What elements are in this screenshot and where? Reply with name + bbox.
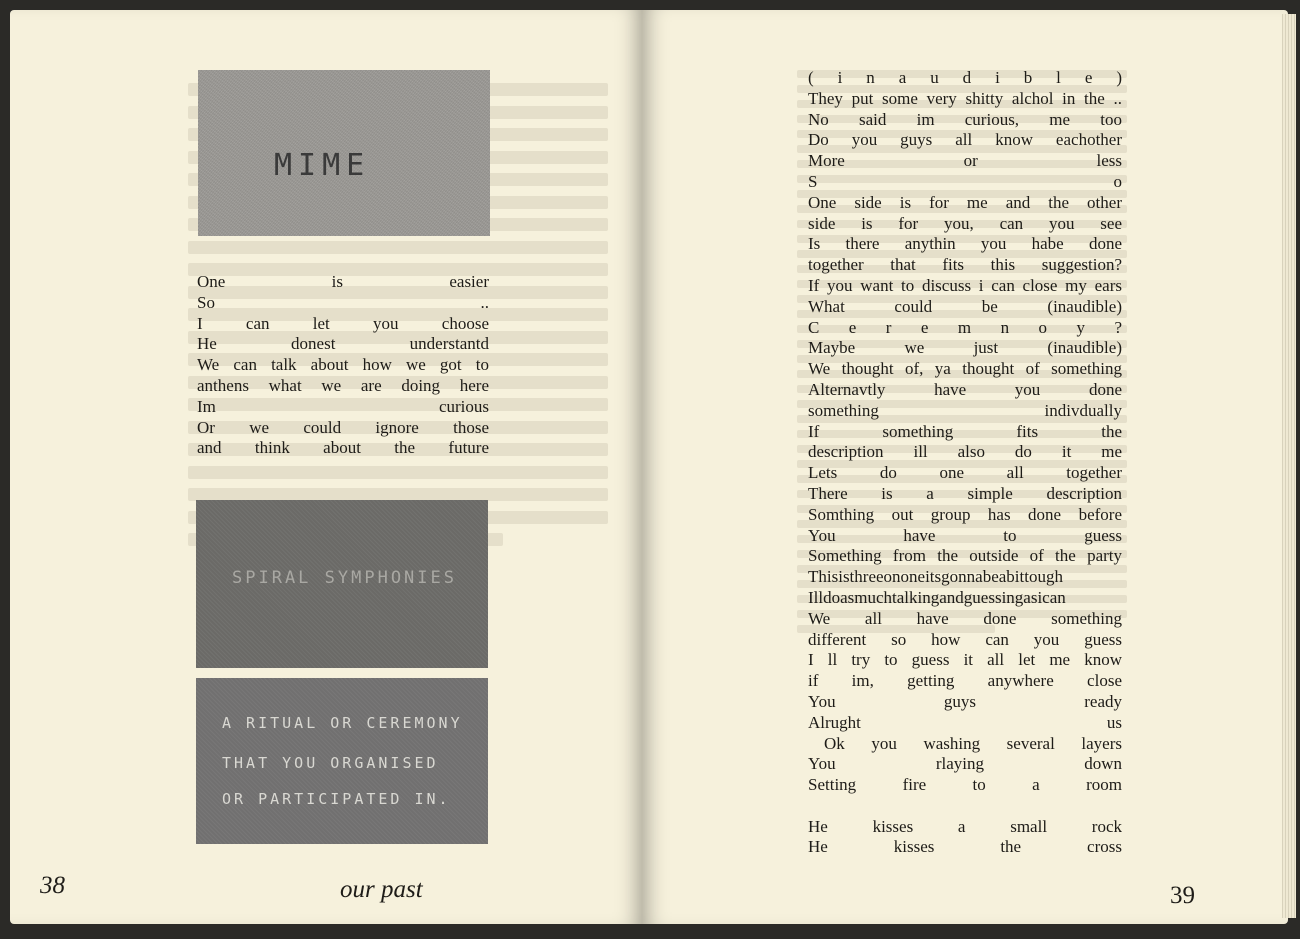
dialogue-line: Lets do one all together — [808, 463, 1122, 483]
page-stack-edge — [1282, 14, 1296, 918]
dialogue-line: Alternavtly have you done — [808, 379, 1122, 399]
dialogue-line: More or less — [808, 151, 1122, 171]
mime-photocopy-panel — [198, 70, 490, 236]
dialogue-line: If you want to discuss i can close my ears — [808, 275, 1122, 295]
dialogue-line: You have to guess — [808, 525, 1122, 545]
dialogue-line: and think about the future — [197, 438, 489, 458]
dialogue-line: Thisisthreeononeitsgonnabeabittough — [808, 567, 1063, 587]
dialogue-line: Alrught us — [808, 712, 1122, 732]
dialogue-line: One is easier — [197, 272, 489, 291]
dialogue-line: You guys ready — [808, 691, 1122, 711]
dialogue-line: If something fits the — [808, 421, 1122, 441]
spiral-panel-text: SPIRAL SYMPHONIES — [232, 568, 457, 588]
dialogue-line: We thought of, ya thought of something — [808, 359, 1122, 379]
dialogue-line: He donest understantd — [197, 334, 489, 354]
dialogue-line: What could be (inaudible) — [808, 296, 1122, 316]
dialogue-line: Ok you washing several layers — [824, 733, 1122, 753]
ritual-photocopy-panel — [196, 678, 488, 844]
dialogue-line: Do you guys all know eachother — [808, 130, 1122, 150]
dialogue-line: ( i n a u d i b l e ) — [808, 68, 1122, 87]
dialogue-line: something indivdually — [808, 400, 1122, 420]
right-page — [642, 10, 1288, 924]
page-number: 39 — [1170, 882, 1195, 909]
ritual-panel-line: A RITUAL OR CEREMONY — [222, 714, 463, 732]
dialogue-line: I can let you choose — [197, 313, 489, 333]
dialogue-line: We all have done something — [808, 608, 1122, 628]
running-head: our past — [340, 876, 423, 903]
spiral-symphonies-photocopy-panel — [196, 500, 488, 668]
dialogue-line: Maybe we just (inaudible) — [808, 338, 1122, 358]
right-dialogue-block — [808, 68, 1122, 858]
dialogue-line: side is for you, can you see — [808, 213, 1122, 233]
dialogue-line: They put some very shitty alchol in the .. — [808, 88, 1122, 108]
dialogue-line: S o — [808, 171, 1122, 191]
dialogue-line-gap — [808, 796, 1122, 817]
dialogue-line: No said im curious, me too — [808, 109, 1122, 129]
dialogue-line: Illdoasmuchtalkingandguessingasican — [808, 587, 1066, 607]
dialogue-line: He kisses a small rock — [808, 816, 1122, 836]
dialogue-line: I ll try to guess it all let me know — [808, 650, 1122, 670]
left-page — [10, 10, 642, 924]
dialogue-line: Or we could ignore those — [197, 417, 489, 437]
mime-panel-text: MIME — [274, 148, 371, 183]
dialogue-line: So .. — [197, 292, 489, 312]
page-number: 38 — [40, 872, 65, 899]
dialogue-line: We can talk about how we got to — [197, 355, 489, 375]
dialogue-line: Something from the outside of the party — [808, 546, 1122, 566]
dialogue-line: One side is for me and the other — [808, 192, 1122, 212]
dialogue-line: He kisses the cross — [808, 837, 1122, 857]
dialogue-line: Somthing out group has done before — [808, 504, 1122, 524]
dialogue-line: There is a simple description — [808, 483, 1122, 503]
left-dialogue-block — [197, 272, 489, 459]
dialogue-line: description ill also do it me — [808, 442, 1122, 462]
dialogue-line: Is there anythin you habe done — [808, 234, 1122, 254]
dialogue-line: Setting fire to a room — [808, 775, 1122, 795]
ritual-panel-line: THAT YOU ORGANISED — [222, 754, 439, 772]
dialogue-line: Im curious — [197, 396, 489, 416]
dialogue-line: if im, getting anywhere close — [808, 671, 1122, 691]
ritual-panel-line: OR PARTICIPATED IN. — [222, 790, 451, 808]
dialogue-line: different so how can you guess — [808, 629, 1122, 649]
dialogue-line: anthens what we are doing here — [197, 375, 489, 395]
dialogue-line: together that fits this suggestion? — [808, 255, 1122, 275]
dialogue-line: You rlaying down — [808, 754, 1122, 774]
dialogue-line: C e r e m n o y ? — [808, 317, 1122, 337]
